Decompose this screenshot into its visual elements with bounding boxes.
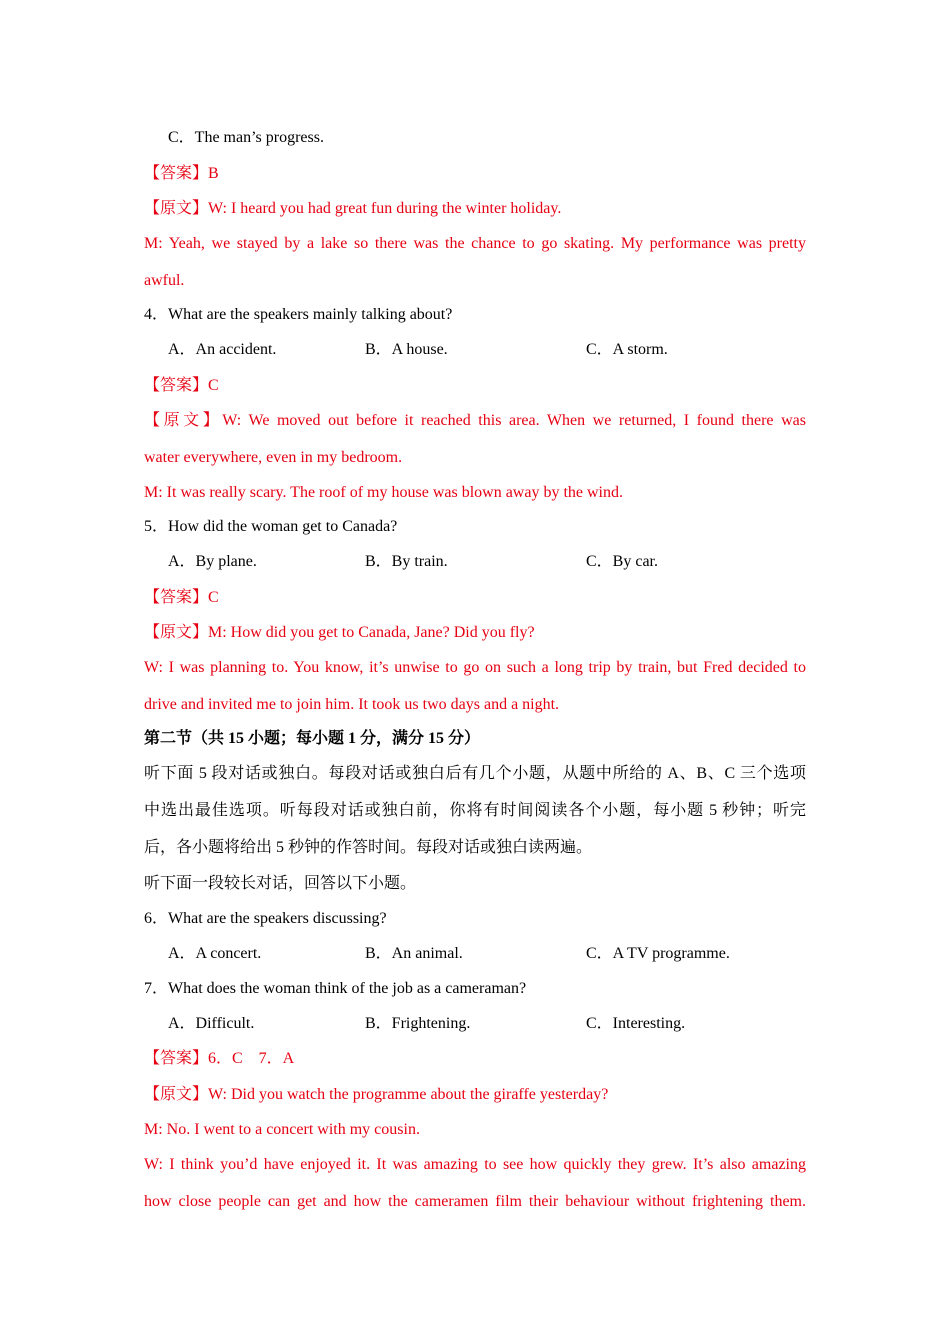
section-2-instructions-line-4: 听下面一段较长对话，回答以下小题。 xyxy=(144,875,417,892)
question-4: 4．What are the speakers mainly talking about? xyxy=(144,306,453,323)
q7-option-a: A．Difficult. xyxy=(168,1015,255,1032)
q5-option-b: B．By train. xyxy=(365,553,448,570)
q6-option-c: C．A TV programme. xyxy=(586,945,730,962)
transcript-6-7-line-2: M: No. I went to a concert with my cousin. xyxy=(144,1121,420,1138)
question-5: 5．How did the woman get to Canada? xyxy=(144,518,398,535)
question-6: 6．What are the speakers discussing? xyxy=(144,910,387,927)
transcript-6-7-line-3: W: I think you’d have enjoyed it. It was amazing to see how quickly they grew. It’s also amazing xyxy=(144,1156,806,1173)
section-2-instructions-line-2: 中选出最佳选项。听每段对话或独白前，你将有时间阅读各个小题，每小题 5 秒钟；听完 xyxy=(144,802,806,819)
transcript-6-7-line-1: 【原文】W: Did you watch the programme about the giraffe yesterday? xyxy=(144,1086,609,1103)
q5-option-c: C．By car. xyxy=(586,553,658,570)
section-2-instructions-line-1: 听下面 5 段对话或独白。每段对话或独白后有几个小题，从题中所给的 A、B、C 三个选项 xyxy=(144,765,806,782)
q7-option-b: B．Frightening. xyxy=(365,1015,471,1032)
transcript-5-line-1: 【原文】M: How did you get to Canada, Jane? Did you fly? xyxy=(144,624,535,641)
transcript-4-line-1: 【原文】W: We moved out before it reached this area. When we returned, I found there was xyxy=(144,412,806,429)
q3-option-c: C．The man’s progress. xyxy=(168,129,324,146)
transcript-5-line-3: drive and invited me to join him. It took us two days and a night. xyxy=(144,696,560,713)
q7-option-c: C．Interesting. xyxy=(586,1015,686,1032)
transcript-3-line-2: M: Yeah, we stayed by a lake so there was the chance to go skating. My performance was pretty xyxy=(144,235,806,252)
transcript-5-line-2: W: I was planning to. You know, it’s unwise to go on such a long trip by train, but Fred decided to xyxy=(144,659,806,676)
q6-option-b: B．An animal. xyxy=(365,945,463,962)
section-2-instructions-line-3: 后，各小题将给出 5 秒钟的作答时间。每段对话或独白读两遍。 xyxy=(144,839,593,856)
q6-option-a: A．A concert. xyxy=(168,945,262,962)
transcript-3-line-1: 【原文】W: I heard you had great fun during the winter holiday. xyxy=(144,200,562,217)
answer-3: 【答案】B xyxy=(144,165,219,182)
answer-4: 【答案】C xyxy=(144,377,219,394)
q4-option-c: C．A storm. xyxy=(586,341,668,358)
answer-6-7: 【答案】6．C 7．A xyxy=(144,1050,295,1067)
question-7: 7．What does the woman think of the job as a cameraman? xyxy=(144,980,527,997)
q4-option-b: B．A house. xyxy=(365,341,448,358)
transcript-3-line-3: awful. xyxy=(144,272,185,289)
section-2-heading: 第二节（共 15 小题；每小题 1 分，满分 15 分） xyxy=(144,730,481,747)
q4-option-a: A．An accident. xyxy=(168,341,277,358)
answer-5: 【答案】C xyxy=(144,589,219,606)
q5-option-a: A．By plane. xyxy=(168,553,257,570)
transcript-4-line-2: water everywhere, even in my bedroom. xyxy=(144,449,403,466)
transcript-4-line-3: M: It was really scary. The roof of my house was blown away by the wind. xyxy=(144,484,623,501)
transcript-6-7-line-4: how close people can get and how the cameramen film their behaviour without frightening them. xyxy=(144,1193,806,1210)
